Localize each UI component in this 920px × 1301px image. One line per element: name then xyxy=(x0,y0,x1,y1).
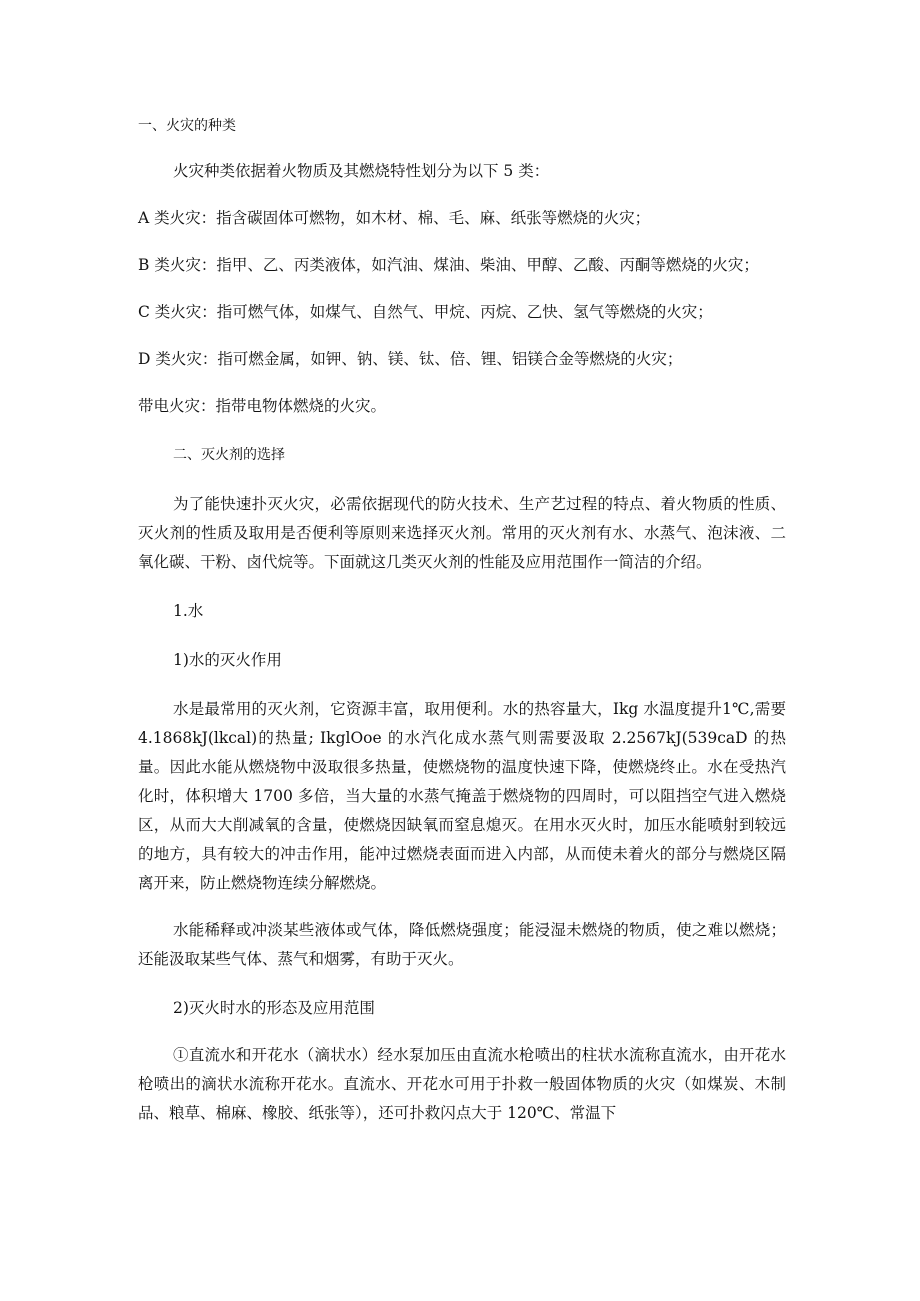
fire-class-a: A 类火灾：指含碳固体可燃物，如木材、棉、毛、麻、纸张等燃烧的火灾； xyxy=(138,209,651,227)
water-paragraph-1: 水是最常用的灭火剂，它资源丰富，取用便利。水的热容量大，Ikg 水温度提升1℃,需要 4.1868kJ(lkcal)的热量; IkglOoe 的水汽化成水蒸气则需要汲取 2.2567kJ(539caD 的热量。因此水能从燃烧物中汲取很多热量，使燃烧物的温度快速下降，使燃烧终止。水在受热汽化时，体积增大 1700 多倍，当大量的水蒸气掩盖于燃烧物的四周时，可以阻挡空气进入燃烧区，从而大大削减氧的含量，使燃烧因缺氧而窒息熄灭。在用水灭火时，加压水能喷射到较远的地方，具有较大的冲击作用，能冲过燃烧表面而进入内部，从而使未着火的部分与燃烧区隔离开来，防止燃烧物连续分解燃烧。 xyxy=(138,700,786,892)
document-body xyxy=(138,112,786,1128)
water-heading: 1.水 xyxy=(173,602,204,620)
fire-class-b: B 类火灾：指甲、乙、丙类液体，如汽油、煤油、柴油、甲醇、乙酸、丙酮等燃烧的火灾； xyxy=(138,256,759,274)
fire-class-c: C 类火灾：指可燃气体，如煤气、自然气、甲烷、丙烷、乙快、氢气等燃烧的火灾； xyxy=(138,303,713,321)
fire-class-d: D 类火灾：指可燃金属，如钾、钠、镁、钛、倍、锂、铝镁合金等燃烧的火灾； xyxy=(138,350,683,368)
fire-class-electric: 带电火灾：指带电物体燃烧的火灾。 xyxy=(138,397,387,415)
section-1-intro: 火灾种类依据着火物质及其燃烧特性划分为以下 5 类： xyxy=(173,162,550,180)
section-2-intro: 为了能快速扑灭火灾，必需依据现代的防火技术、生产艺过程的特点、着火物质的性质、灭火剂的性质及取用是否便利等原则来选择灭火剂。常用的灭火剂有水、水蒸气、泡沫液、二氧化碳、干粉、卤代烷等。下面就这几类灭火剂的性能及应用范围作一简洁的介绍。 xyxy=(138,495,786,571)
section-1-title: 一、火灾的种类 xyxy=(138,118,236,134)
water-subheading-2: 2)灭火时水的形态及应用范围 xyxy=(173,999,375,1017)
water-paragraph-2: 水能稀释或冲淡某些液体或气体，降低燃烧强度；能浸湿未燃烧的物质，使之难以燃烧；还能汲取某些气体、蒸气和烟雾，有助于灭火。 xyxy=(138,921,786,968)
water-subheading-1: 1)水的灭火作用 xyxy=(173,651,282,669)
water-paragraph-3: ①直流水和开花水（滴状水）经水泵加压由直流水枪喷出的柱状水流称直流水，由开花水枪喷出的滴状水流称开花水。直流水、开花水可用于扑救一般固体物质的火灾（如煤炭、木制品、粮草、棉麻、橡胶、纸张等），还可扑救闪点大于 120℃、常温下 xyxy=(138,1046,786,1122)
section-2-title: 二、灭火剂的选择 xyxy=(173,447,285,463)
